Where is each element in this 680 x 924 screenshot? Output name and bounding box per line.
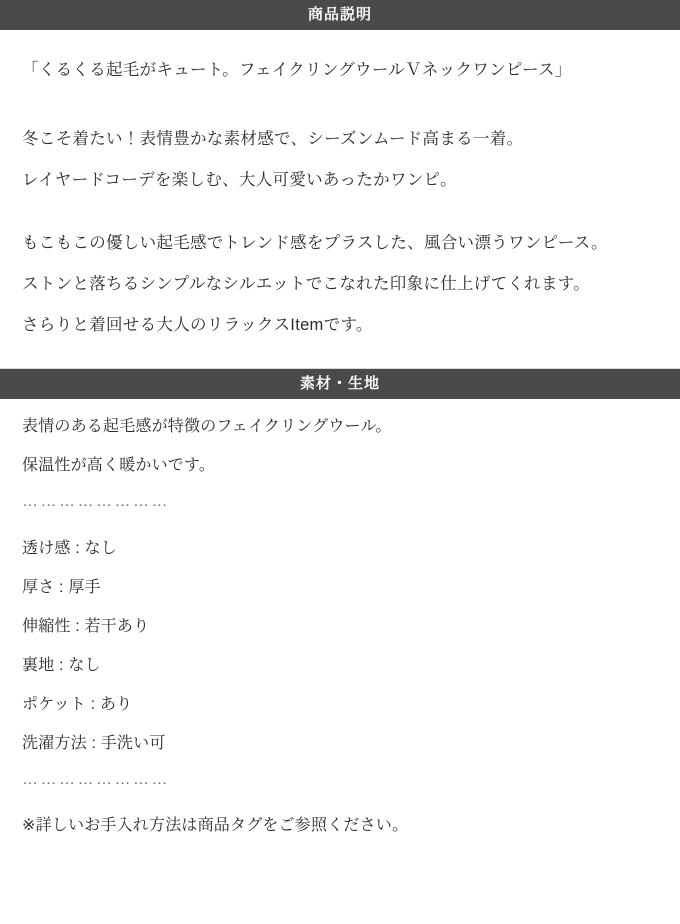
spacer	[22, 201, 658, 223]
description-line: レイヤードコーデを楽しむ、大人可愛いあったかワンピ。	[22, 171, 457, 189]
product-description-body	[0, 30, 680, 368]
spec-item: 裏地 : なし	[22, 657, 101, 674]
spacer	[22, 797, 658, 807]
section-header-product-description: 商品説明	[0, 0, 680, 30]
material-intro-line: 表情のある起毛感が特徴のフェイクリングウール。	[22, 418, 392, 435]
dotted-separator-top: ……………………	[22, 493, 170, 510]
spec-item: 洗濯方法 : 手洗い可	[22, 735, 166, 752]
spacer	[22, 91, 658, 119]
care-note: ※詳しいお手入れ方法は商品タグをご参照ください。	[22, 817, 409, 834]
material-fabric-body	[0, 399, 680, 845]
description-line: 冬こそ着たい！表情豊かな素材感で、シーズンムード高まる一着。	[22, 130, 524, 148]
description-line: さらりと着回せる大人のリラックスItemです。	[22, 316, 373, 334]
spec-item: ポケット : あり	[22, 696, 133, 713]
spacer	[22, 519, 658, 529]
spacer	[22, 346, 658, 368]
description-line: もこもこの優しい起毛感でトレンド感をプラスした、風合い漂うワンピース。	[22, 234, 608, 252]
product-title: 「くるくる起毛がキュート。フェイクリングウールＶネックワンピース」	[22, 61, 572, 79]
spec-item: 透け感 : なし	[22, 540, 117, 557]
spec-item: 厚さ : 厚手	[22, 579, 101, 596]
dotted-separator-bottom: ……………………	[22, 771, 170, 788]
description-line: ストンと落ちるシンプルなシルエットでこなれた印象に仕上げてくれます。	[22, 275, 591, 293]
section-header-material-fabric: 素材・生地	[0, 369, 680, 399]
material-intro-line: 保温性が高く暖かいです。	[22, 457, 216, 474]
spec-item: 伸縮性 : 若干あり	[22, 618, 150, 635]
